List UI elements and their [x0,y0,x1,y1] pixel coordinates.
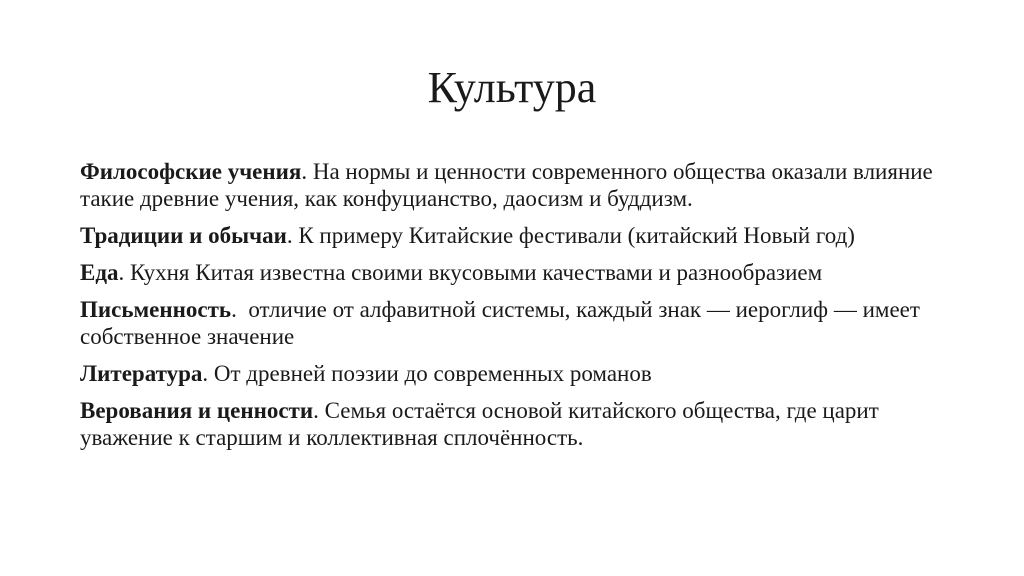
item-text: . На нормы и ценности современного общества оказали влияние такие древние учения, как конфуцианство, даосизм и буддизм. [80,159,933,211]
item-text: . отличие от алфавитной системы, каждый знак — иероглиф — имеет собственное значение [80,297,926,349]
item-term: Письменность [80,297,232,322]
list-item-food [80,259,960,286]
item-text: . К примеру Китайские фестивали (китайский Новый год) [286,223,855,248]
item-term: Верования и ценности [80,398,314,423]
item-term: Философские учения [80,159,302,184]
list-item-writing [80,296,960,350]
item-term: Еда [80,260,119,285]
list-item-beliefs [80,397,960,451]
item-text: . Семья остаётся основой китайского общества, где царит уважение к старшим и коллективная сплочённость. [80,398,879,450]
list-item-literature [80,360,960,387]
item-term: Традиции и обычаи [80,223,287,248]
item-text: . От древней поэзии до современных романов [202,361,652,386]
list-item-traditions [80,222,960,249]
item-term: Литература [80,361,203,386]
slide-title: Культура [427,63,597,112]
list-item-philosophy [80,158,960,212]
item-text: . Кухня Китая известна своими вкусовыми качествами и разнообразием [118,260,823,285]
content-list [80,158,960,461]
